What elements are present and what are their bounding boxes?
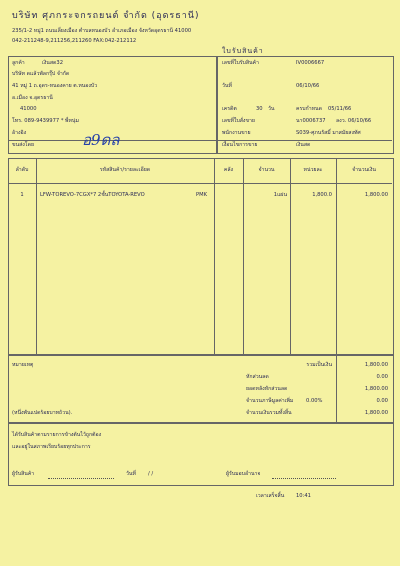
credit-label: เครดิต — [222, 106, 237, 112]
col-header-amount: จำนวนเงิน — [352, 167, 376, 173]
sales-label: พนักงานขาย — [222, 130, 251, 136]
sales-value: S039-ศุภนรัสมิ์ มาสมัยสงทัศ — [296, 130, 361, 136]
terms-value: เงินสด — [296, 142, 311, 148]
remark-label: หมายเหตุ — [12, 362, 34, 368]
company-phone: 042-211248-9,211256,211260 FAX:042-212112 — [12, 38, 137, 44]
customer-addr1: 41 หมู่ 1 ถ.อุดร-หนองคาย ต.หนองบัว — [12, 83, 98, 89]
credit-unit: วัน — [268, 106, 275, 112]
terms-label: เงื่อนไขการขาย — [222, 142, 258, 148]
receipt-note-2: และอยู่ในสภาพเรียบร้อยทุกประการ — [12, 444, 91, 450]
time-label: เวลาเสร็จสิ้น — [256, 493, 285, 499]
col-header-no: ลำดับ — [15, 167, 29, 173]
col-header-qty: จำนวน — [258, 167, 275, 173]
customer-code-label: ลูกค้า — [12, 60, 25, 66]
grand-total-value: 1,800.00 — [364, 410, 388, 416]
vat-rate: 0.00% — [306, 398, 323, 404]
doc-title: ใบรับสินค้า — [222, 47, 264, 55]
date-label: วันที่ — [222, 83, 232, 89]
customer-zip: 41000 — [20, 106, 37, 112]
receiver-date-label: วันที่ — [126, 471, 136, 477]
discount-value: 0.00 — [376, 374, 388, 380]
row-no: 1 — [20, 192, 24, 198]
col-header-desc: รหัสสินค้า/รายละเอียด — [99, 167, 151, 173]
sum-label: รวมเป็นเงิน — [306, 362, 332, 368]
customer-phone: โทร. 089-9439977 * พี่หนุ่ม — [12, 118, 79, 124]
order-label: เลขที่ใบสั่งขาย — [222, 118, 255, 124]
time-value: 10:41 — [296, 493, 311, 499]
authorized-label: ผู้รับมอบอำนาจ — [226, 471, 261, 477]
customer-addr2: อ.เมือง จ.อุดรธานี — [12, 95, 53, 101]
row-price: 1,800.0 — [312, 192, 332, 198]
due-label: ครบกำหนด — [296, 106, 322, 112]
doc-no: IV0006667 — [296, 60, 325, 66]
order-date: ลงว. 06/10/66 — [336, 118, 372, 124]
col-header-price: หน่วยละ — [303, 167, 323, 173]
receiver-label: ผู้รับสินค้า — [12, 471, 35, 477]
customer-name: บริษัท ดแล้วพัลกรุ๊ป จำกัด — [12, 71, 70, 77]
company-address: 235/1-2 หมู่1 ถนนเลี่ยงเมือง ตำบลหนองบัว อำเภอเมือง จังหวัดอุดรธานี 41000 — [12, 28, 192, 34]
discount-label: หักส่วนลด — [246, 374, 269, 380]
company-name: บริษัท ศุภกระจกรถยนต์ จำกัด (อุดรธานี) — [12, 11, 200, 21]
after-discount-value: 1,800.00 — [364, 386, 388, 392]
credit-value: 30 — [256, 106, 263, 112]
amount-in-words: (หนึ่งพันแปดร้อยบาทถ้วน). — [12, 410, 73, 416]
vat-value: 0.00 — [376, 398, 388, 404]
vat-label: จำนวนภาษีมูลค่าเพิ่ม — [246, 398, 294, 404]
customer-code: เงินสด32 — [42, 60, 63, 66]
refer-label: อ้างอิง — [12, 130, 27, 136]
receipt-note-1: ได้รับสินค้าตามรายการข้างต้นไว้ถูกต้อง — [12, 432, 102, 438]
after-discount-label: ยอดหลังหักส่วนลด — [246, 386, 288, 392]
due-value: 05/11/66 — [328, 106, 352, 112]
order-no: นา0006737 — [296, 118, 326, 124]
col-header-wh: คลัง — [223, 167, 234, 173]
row-amount: 1,800.00 — [364, 192, 388, 198]
row-warehouse: PMK — [196, 192, 208, 198]
date-value: 06/10/66 — [296, 83, 320, 89]
row-desc: LFW-TOREVO-7CGX*7 2ชั้นTOYOTA-REVO — [40, 192, 145, 198]
row-qty: 1แผ่น — [273, 192, 287, 198]
shipto-label: ขนส่งโดย — [12, 142, 34, 148]
grand-total-label: จำนวนเงินรวมทั้งสิ้น — [246, 410, 292, 416]
sum-value: 1,800.00 — [364, 362, 388, 368]
handwritten-note: อ9ดล — [82, 131, 120, 149]
receiver-date-blank: / / — [148, 471, 154, 477]
doc-no-label: เลขที่ใบรับสินค้า — [222, 60, 259, 66]
